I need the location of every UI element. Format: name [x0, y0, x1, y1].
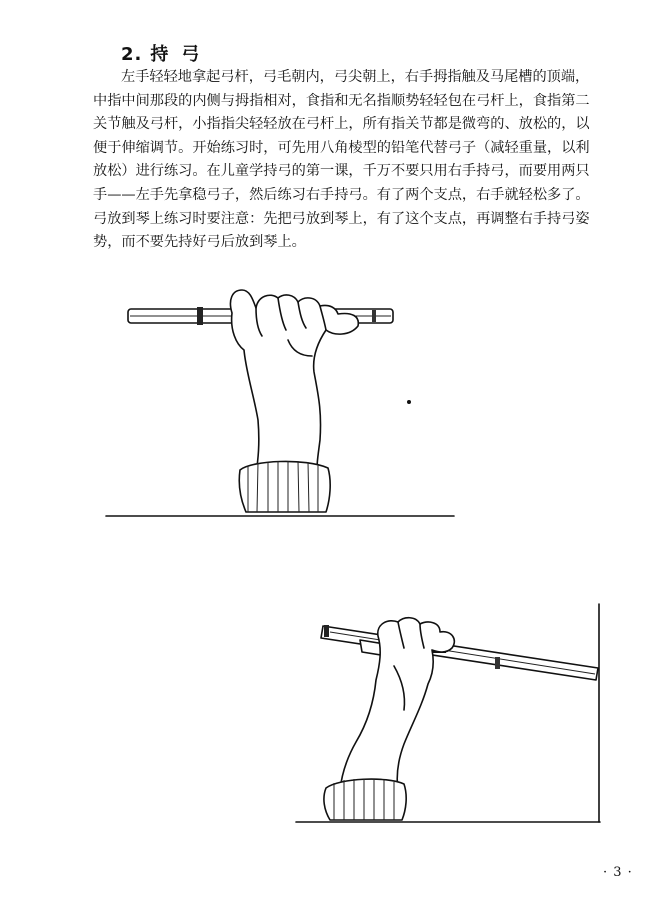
paragraph-line: 弓放到琴上练习时要注意：先把弓放到琴上，有了这个支点，再调整右手持弓姿: [93, 210, 590, 227]
paragraph-line: 关节触及弓杆，小指指尖轻轻放在弓杆上，所有指关节都是微弯的、放松的，以: [93, 116, 590, 133]
section-title-char-2: 弓: [181, 44, 201, 65]
paragraph-line: 势，而不要先持好弓后放到琴上。: [93, 234, 306, 251]
right-hand-1: [230, 290, 358, 474]
section-number: 2.: [121, 44, 143, 65]
sleeve-cuff-2: [324, 779, 406, 820]
paragraph-line: 中指中间那段的内侧与拇指相对，食指和无名指顺势轻轻包在弓杆上，食指第二: [93, 92, 590, 109]
paragraph-line: 左手轻轻地拿起弓杆，弓毛朝内，弓尖朝上，右手拇指触及马尾槽的顶端，: [121, 69, 590, 85]
section-title-char-1: 持: [150, 44, 170, 65]
bow-stick-2: [321, 625, 598, 680]
paragraph-line: 便于伸缩调节。开始练习时，可先用八角棱型的铅笔代替弓子（减轻重量，以利: [93, 139, 590, 156]
paragraph-line: 手——左手先拿稳弓子，然后练习右手持弓。有了两个支点，右手就轻松多了。: [93, 186, 590, 203]
sleeve-cuff-1: [239, 461, 330, 512]
paragraph-line: 放松）进行练习。在儿童学持弓的第一课，千万不要只用右手持弓，而要用两只: [93, 163, 590, 180]
page-number: · 3 ·: [603, 865, 633, 880]
